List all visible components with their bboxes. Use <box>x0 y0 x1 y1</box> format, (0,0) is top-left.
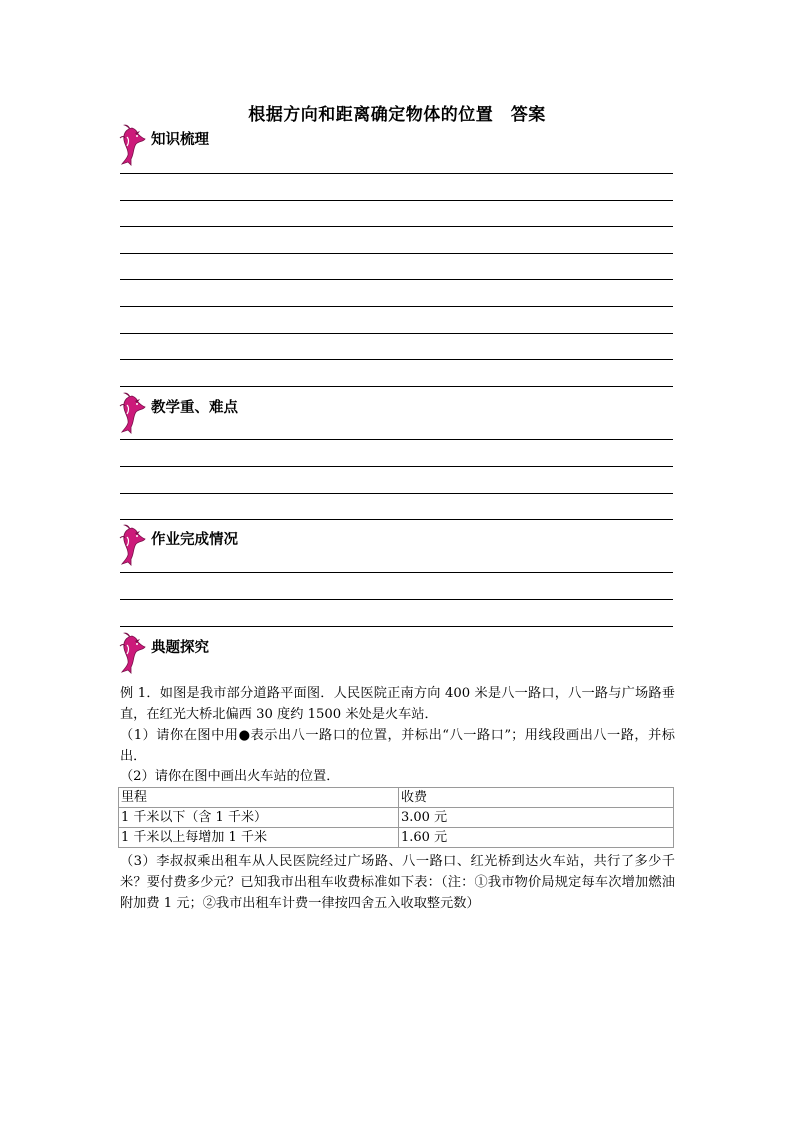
answer-line <box>120 439 673 440</box>
table-cell: 1.60 元 <box>399 828 674 848</box>
section-label: 典题探究 <box>151 640 209 656</box>
example-question-3: （3）李叔叔乘出租车从人民医院经过广场路、八一路口、红光桥到达火车站，共行了多少千米？要付费多少元？已知我市出租车收费标准如下表：（注：①我市物价局规定每车次增加燃油附加费 1 元；②我市出租车计费一律按四舍五入收取整元数） <box>120 854 675 911</box>
section-label: 知识梳理 <box>151 132 209 148</box>
dolphin-icon <box>118 524 148 566</box>
table-cell: 1 千米以上每增加 1 千米 <box>119 828 399 848</box>
section-key-points <box>118 392 678 436</box>
table-row <box>119 808 674 828</box>
example-intro: 例 1．如图是我市部分道路平面图．人民医院正南方向 400 米是八一路口，八一路与广场路垂直，在红光大桥北偏西 30 度约 1500 米处是火车站． <box>120 686 675 722</box>
table-row <box>119 828 674 848</box>
table-header-row <box>119 788 674 808</box>
answer-line <box>120 359 673 360</box>
answer-line <box>120 572 673 573</box>
answer-line <box>120 306 673 307</box>
answer-line <box>120 599 673 600</box>
dolphin-icon <box>118 632 148 674</box>
answer-line <box>120 173 673 174</box>
table-header-cell: 收费 <box>399 788 674 808</box>
dolphin-icon <box>118 124 148 166</box>
section-knowledge <box>118 124 678 168</box>
answer-line <box>120 626 673 627</box>
answer-line <box>120 466 673 467</box>
answer-line <box>120 226 673 227</box>
page-title: 根据方向和距离确定物体的位置 答案 <box>248 105 546 125</box>
example-question-1: （1）请你在图中用●表示出八一路口的位置，并标出“八一路口”；用线段画出八一路，并标出． <box>120 728 675 764</box>
section-label: 作业完成情况 <box>151 532 238 548</box>
answer-line <box>120 333 673 334</box>
table-cell: 3.00 元 <box>399 808 674 828</box>
example-question-2: （2）请你在图中画出火车站的位置． <box>120 769 340 784</box>
section-label: 教学重、难点 <box>151 400 238 416</box>
answer-line <box>120 386 673 387</box>
answer-line <box>120 279 673 280</box>
fee-table <box>118 787 674 848</box>
table-header-cell: 里程 <box>119 788 399 808</box>
section-homework <box>118 524 678 568</box>
answer-line <box>120 253 673 254</box>
answer-line <box>120 200 673 201</box>
answer-line <box>120 493 673 494</box>
table-cell: 1 千米以下（含 1 千米） <box>119 808 399 828</box>
answer-line <box>120 519 673 520</box>
section-examples <box>118 632 678 676</box>
dolphin-icon <box>118 392 148 434</box>
